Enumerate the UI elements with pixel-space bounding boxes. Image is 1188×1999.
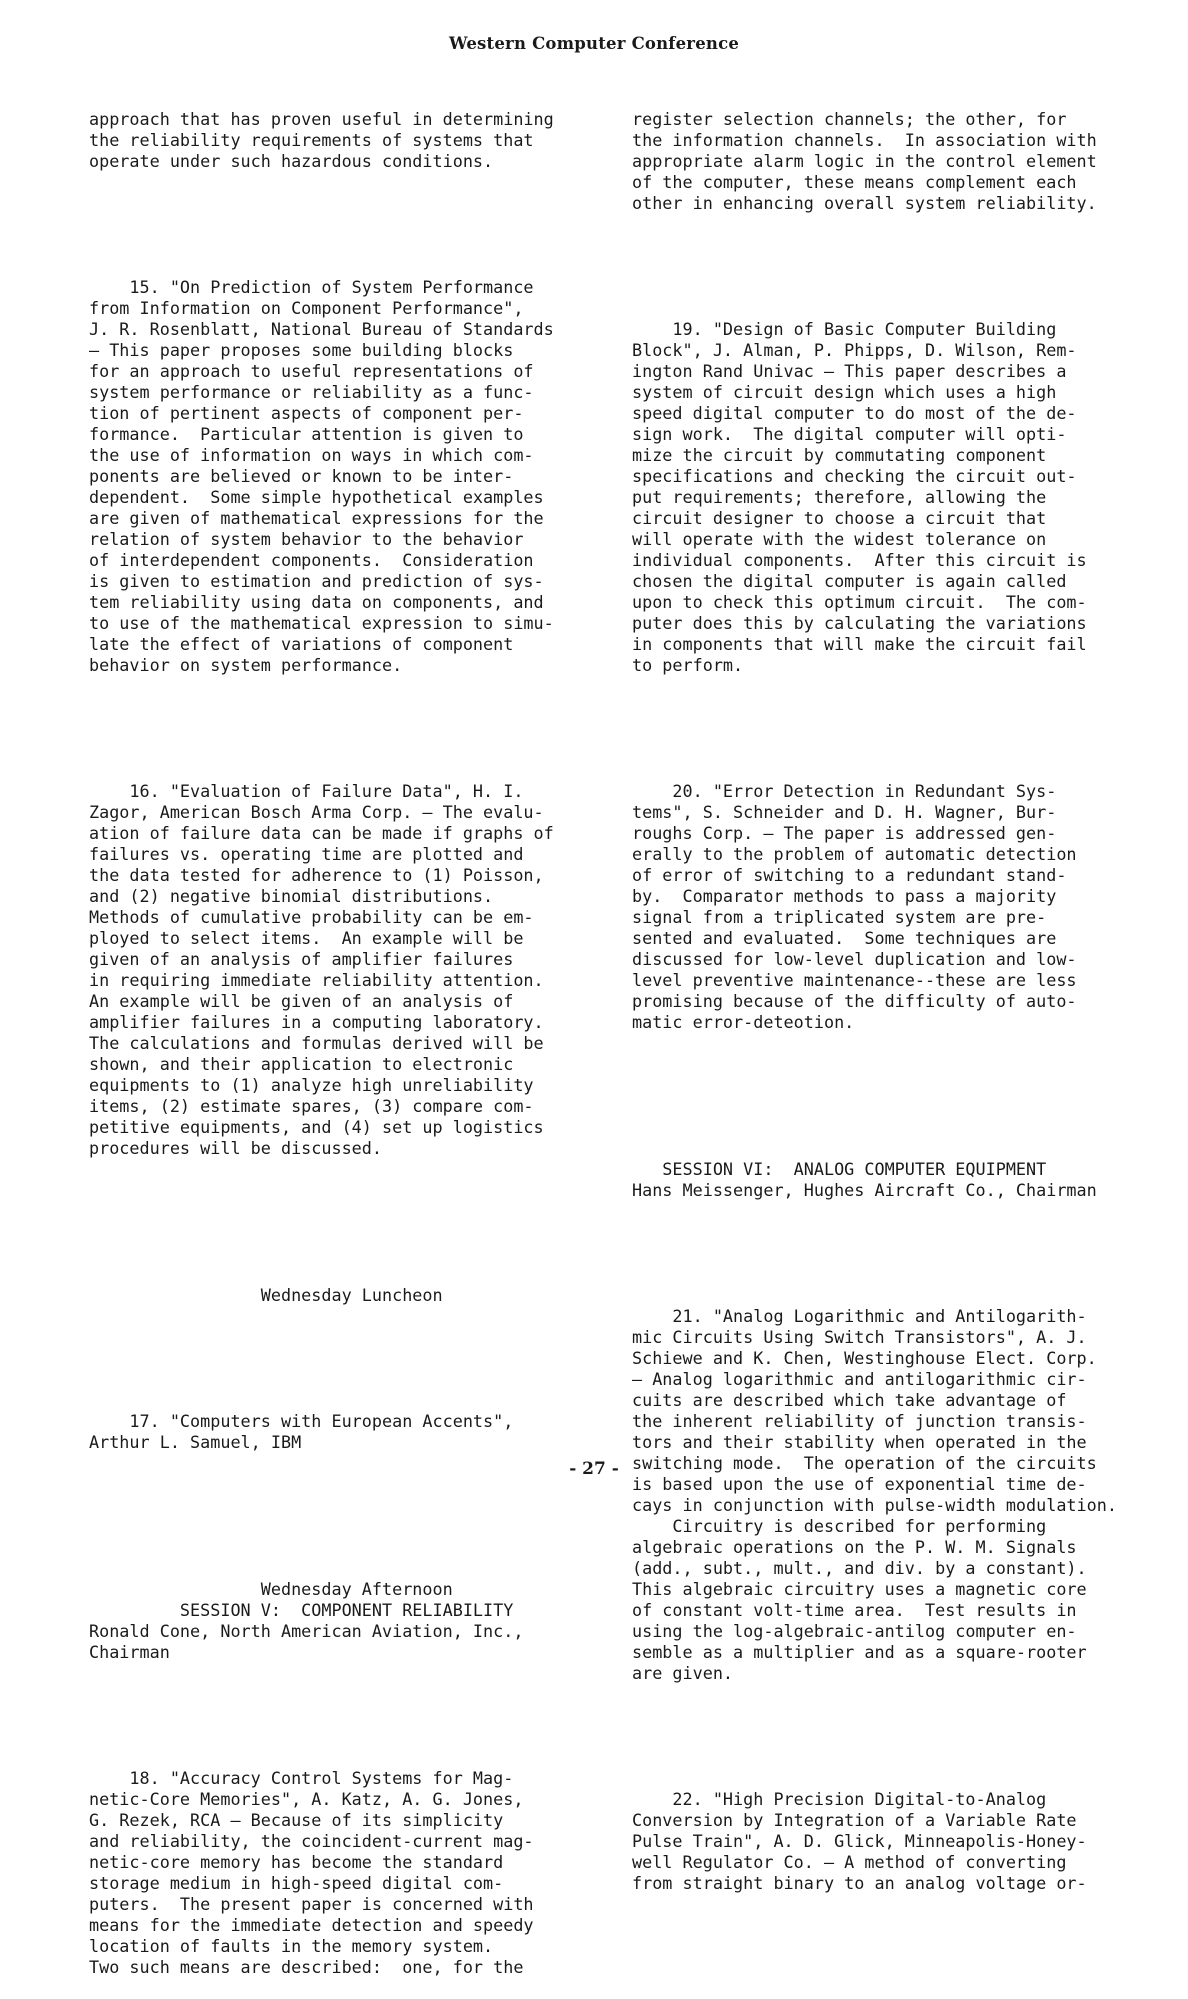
text-line: of error of switching to a redundant stand-	[632, 865, 1067, 885]
text-line: circuit designer to choose a circuit that	[632, 508, 1047, 528]
text-line: by. Comparator methods to pass a majority	[632, 886, 1057, 906]
text-line: failures vs. operating time are plotted and	[89, 844, 524, 864]
text-line: to use of the mathematical expression to simu-	[89, 613, 554, 633]
text-line: 15. "On Prediction of System Performance	[89, 277, 534, 297]
text-line: system performance or reliability as a func-	[89, 382, 534, 402]
luncheon-heading: Wednesday Luncheon	[89, 1285, 443, 1305]
text-line: 18. "Accuracy Control Systems for Mag-	[89, 1768, 514, 1788]
text-line: other in enhancing overall system reliability.	[632, 193, 1097, 213]
text-line: operate under such hazardous conditions.	[89, 151, 494, 171]
text-line: relation of system behavior to the behavior	[89, 529, 524, 549]
text-line: Zagor, American Bosch Arma Corp. — The evalu-	[89, 802, 544, 822]
text-line: Ronald Cone, North American Aviation, Inc.,	[89, 1621, 524, 1641]
text-line: formance. Particular attention is given to	[89, 424, 524, 444]
abstract-19	[632, 319, 1132, 676]
text-line: promising because of the difficulty of auto-	[632, 991, 1077, 1011]
text-line: ponents are believed or known to be inter-	[89, 466, 514, 486]
right-column	[632, 67, 1132, 1915]
text-line: mic Circuits Using Switch Transistors", A. J.	[632, 1327, 1087, 1347]
text-line: the inherent reliability of junction transis-	[632, 1411, 1087, 1431]
text-line: SESSION VI: ANALOG COMPUTER EQUIPMENT	[632, 1159, 1047, 1179]
text-line: is based upon the use of exponential time de-	[632, 1474, 1087, 1494]
text-line: individual components. After this circuit is	[632, 550, 1087, 570]
text-line: late the effect of variations of component	[89, 634, 514, 654]
text-line: will operate with the widest tolerance on	[632, 529, 1047, 549]
text-line: Arthur L. Samuel, IBM	[89, 1432, 302, 1452]
text-line: items, (2) estimate spares, (3) compare com-	[89, 1096, 534, 1116]
text-line: ington Rand Univac — This paper describes a	[632, 361, 1067, 381]
text-line: Wednesday Afternoon	[89, 1579, 453, 1599]
text-line: dependent. Some simple hypothetical examples	[89, 487, 544, 507]
text-line: Hans Meissenger, Hughes Aircraft Co., Chairman	[632, 1180, 1097, 1200]
text-line: location of faults in the memory system.	[89, 1936, 494, 1956]
text-line: 20. "Error Detection in Redundant Sys-	[632, 781, 1057, 801]
text-line: of interdependent components. Consideration	[89, 550, 534, 570]
text-line: of constant volt-time area. Test results in	[632, 1600, 1077, 1620]
text-line: the information channels. In association with	[632, 130, 1097, 150]
text-line: netic-core memory has become the standard	[89, 1852, 504, 1872]
text-line: sign work. The digital computer will opti-	[632, 424, 1067, 444]
text-line: appropriate alarm logic in the control element	[632, 151, 1097, 171]
text-line: procedures will be discussed.	[89, 1138, 382, 1158]
intro-paragraph	[89, 109, 589, 172]
text-line: given of an analysis of amplifier failures	[89, 949, 514, 969]
text-line: puters. The present paper is concerned with	[89, 1894, 534, 1914]
text-line: Pulse Train", A. D. Glick, Minneapolis-Honey-	[632, 1831, 1087, 1851]
text-line: J. R. Rosenblatt, National Bureau of Standards	[89, 319, 554, 339]
text-line: speed digital computer to do most of the de-	[632, 403, 1077, 423]
text-line: from Information on Component Performance",	[89, 298, 524, 318]
text-line: 22. "High Precision Digital-to-Analog	[632, 1789, 1047, 1809]
left-column	[89, 67, 589, 1999]
text-line: are given.	[632, 1663, 734, 1683]
text-line: Block", J. Alman, P. Phipps, D. Wilson, Rem-	[632, 340, 1077, 360]
text-line: the use of information on ways in which com-	[89, 445, 534, 465]
text-line: for an approach to useful representations of	[89, 361, 534, 381]
text-line: SESSION V: COMPONENT RELIABILITY	[89, 1600, 514, 1620]
text-line: erally to the problem of automatic detection	[632, 844, 1077, 864]
text-line: 19. "Design of Basic Computer Building	[632, 319, 1057, 339]
text-line: puter does this by calculating the variations	[632, 613, 1087, 633]
text-line: Methods of cumulative probability can be em-	[89, 907, 534, 927]
text-line: to perform.	[632, 655, 744, 675]
text-line: algebraic operations on the P. W. M. Signals	[632, 1537, 1077, 1557]
text-line: — Analog logarithmic and antilogarithmic cir-	[632, 1369, 1087, 1389]
text-line: semble as a multiplier and as a square-rooter	[632, 1642, 1087, 1662]
text-line: storage medium in high-speed digital com-	[89, 1873, 504, 1893]
text-line: 17. "Computers with European Accents",	[89, 1411, 514, 1431]
text-line: behavior on system performance.	[89, 655, 403, 675]
text-line: register selection channels; the other, for	[632, 109, 1067, 129]
text-line: tems", S. Schneider and D. H. Wagner, Bur-	[632, 802, 1057, 822]
text-line: the reliability requirements of systems that	[89, 130, 534, 150]
text-line: The calculations and formulas derived will be	[89, 1033, 544, 1053]
text-line: the data tested for adherence to (1) Poisson,	[89, 865, 544, 885]
abstract-16	[89, 781, 589, 1159]
text-line: — This paper proposes some building blocks	[89, 340, 514, 360]
text-line: (add., subt., mult., and div. by a constant).	[632, 1558, 1087, 1578]
page-header-title: Western Computer Conference	[448, 34, 740, 53]
text-line: in components that will make the circuit fail	[632, 634, 1087, 654]
text-line: level preventive maintenance--these are less	[632, 970, 1077, 990]
abstract-21	[632, 1306, 1132, 1684]
text-line: 16. "Evaluation of Failure Data", H. I.	[89, 781, 524, 801]
text-line: equipments to (1) analyze high unreliability	[89, 1075, 534, 1095]
text-line: Schiewe and K. Chen, Westinghouse Elect. Corp.	[632, 1348, 1097, 1368]
text-line: switching mode. The operation of the circuits	[632, 1453, 1097, 1473]
text-line: specifications and checking the circuit out-	[632, 466, 1077, 486]
text-line: matic error-deteotion.	[632, 1012, 855, 1032]
text-line: in requiring immediate reliability attention.	[89, 970, 544, 990]
text-line: ation of failure data can be made if graphs of	[89, 823, 554, 843]
text-line: is given to estimation and prediction of sys-	[89, 571, 544, 591]
page-number: - 27 -	[569, 1459, 619, 1479]
session-6-heading	[632, 1159, 1132, 1201]
text-line: system of circuit design which uses a high	[632, 382, 1057, 402]
text-line: tors and their stability when operated in the	[632, 1432, 1087, 1452]
session-5-heading	[89, 1579, 589, 1663]
text-line: means for the immediate detection and speedy	[89, 1915, 534, 1935]
text-line: petitive equipments, and (4) set up logistics	[89, 1117, 544, 1137]
text-line: Circuitry is described for performing	[632, 1516, 1047, 1536]
text-line: chosen the digital computer is again called	[632, 571, 1067, 591]
text-line: shown, and their application to electronic	[89, 1054, 514, 1074]
text-line: amplifier failures in a computing laboratory.	[89, 1012, 544, 1032]
abstract-20	[632, 781, 1132, 1033]
text-line: 21. "Analog Logarithmic and Antilogarith-	[632, 1306, 1087, 1326]
text-line: netic-Core Memories", A. Katz, A. G. Jones,	[89, 1789, 524, 1809]
abstract-22	[632, 1789, 1132, 1894]
text-line: Conversion by Integration of a Variable Rate	[632, 1810, 1077, 1830]
text-line: using the log-algebraic-antilog computer en-	[632, 1621, 1077, 1641]
abstract-17	[89, 1411, 589, 1453]
text-line: put requirements; therefore, allowing the	[632, 487, 1047, 507]
text-line: approach that has proven useful in determining	[89, 109, 554, 129]
abstract-18	[89, 1768, 589, 1978]
text-line: An example will be given of an analysis of	[89, 991, 514, 1011]
text-line: tem reliability using data on components, and	[89, 592, 544, 612]
text-line: sented and evaluated. Some techniques are	[632, 928, 1057, 948]
text-line: of the computer, these means complement each	[632, 172, 1077, 192]
text-line: cays in conjunction with pulse-width modulation.	[632, 1495, 1117, 1515]
text-line: Chairman	[89, 1642, 170, 1662]
abstract-18-continued	[632, 109, 1132, 214]
text-line: from straight binary to an analog voltage or-	[632, 1873, 1087, 1893]
text-line: roughs Corp. — The paper is addressed gen-	[632, 823, 1057, 843]
text-line: and reliability, the coincident-current mag-	[89, 1831, 534, 1851]
text-line: ployed to select items. An example will be	[89, 928, 524, 948]
text-line: cuits are described which take advantage of	[632, 1390, 1067, 1410]
text-line: mize the circuit by commutating component	[632, 445, 1047, 465]
text-line: This algebraic circuitry uses a magnetic core	[632, 1579, 1087, 1599]
text-line: upon to check this optimum circuit. The com-	[632, 592, 1087, 612]
abstract-15	[89, 277, 589, 676]
text-line: G. Rezek, RCA — Because of its simplicity	[89, 1810, 504, 1830]
text-line: Two such means are described: one, for the	[89, 1957, 524, 1977]
text-line: tion of pertinent aspects of component per-	[89, 403, 524, 423]
text-line: signal from a triplicated system are pre-	[632, 907, 1047, 927]
text-line: well Regulator Co. — A method of converting	[632, 1852, 1067, 1872]
text-line: discussed for low-level duplication and low-	[632, 949, 1077, 969]
text-line: are given of mathematical expressions for the	[89, 508, 544, 528]
text-line: and (2) negative binomial distributions.	[89, 886, 494, 906]
